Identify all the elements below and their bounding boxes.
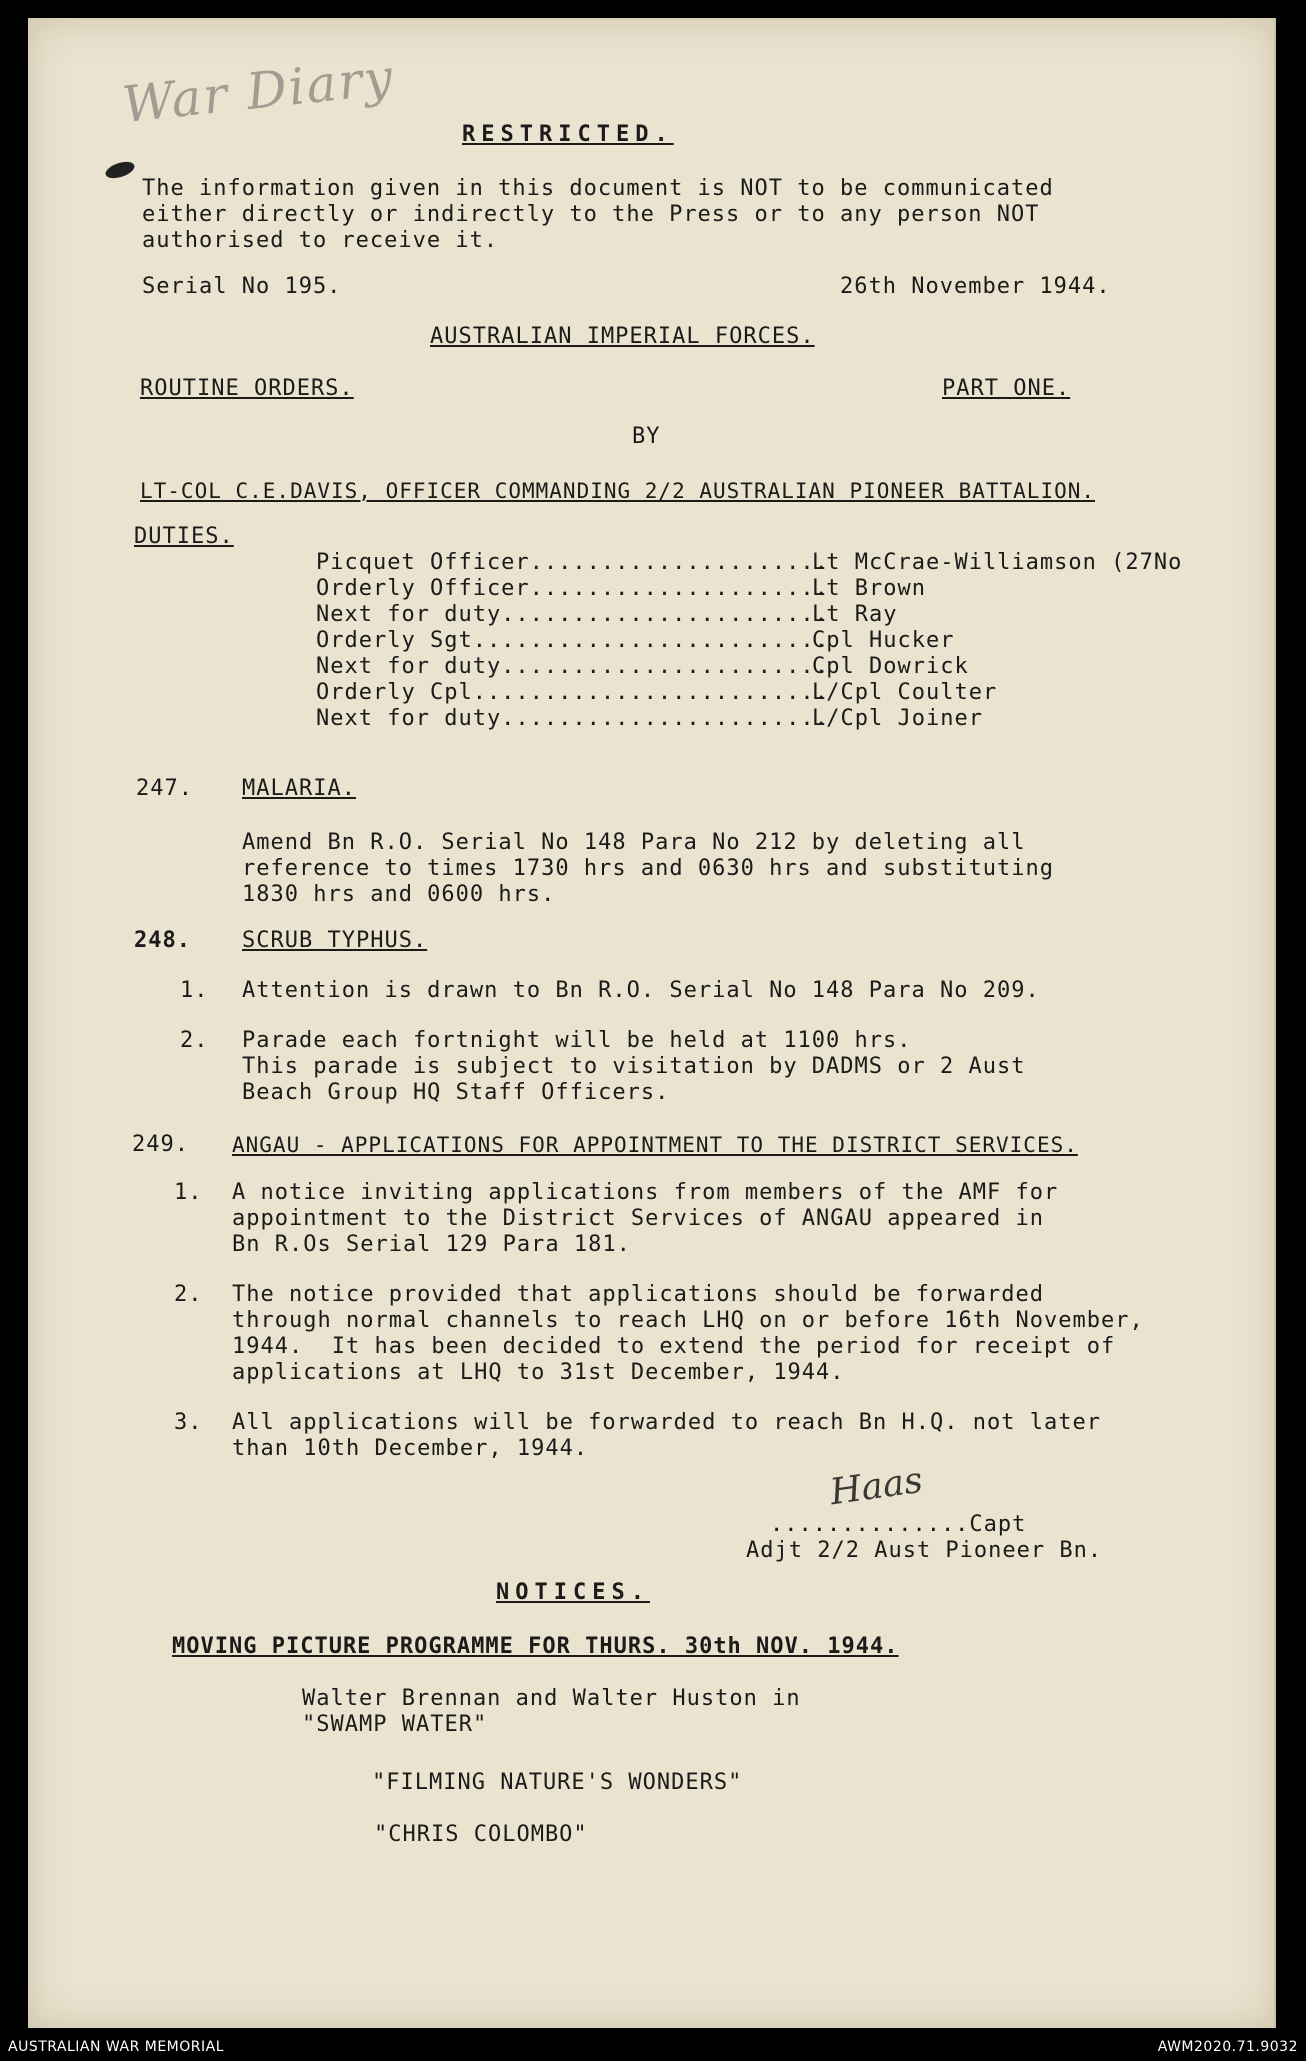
- section-248-para2: Parade each fortnight will be held at 1100 hrs. This parade is subject to visitation by DADMS or 2 Aust Beach Group HQ Staff Officers.: [242, 1028, 1026, 1105]
- section-249-number: 249.: [132, 1132, 189, 1157]
- duty-name: L/Cpl Coulter: [812, 680, 998, 705]
- section-247-heading: MALARIA.: [242, 776, 356, 801]
- section-248-para1: Attention is drawn to Bn R.O. Serial No 148 Para No 209.: [242, 978, 1040, 1003]
- section-249-heading: ANGAU - APPLICATIONS FOR APPOINTMENT TO THE DISTRICT SERVICES.: [232, 1133, 1078, 1157]
- part-heading: PART ONE.: [942, 376, 1071, 401]
- film-1: Walter Brennan and Walter Huston in "SWAMP WATER": [302, 1686, 801, 1737]
- section-247-body: Amend Bn R.O. Serial No 148 Para No 212 by deleting all reference to times 1730 hrs and 0630 hrs and substituting 1830 hrs and 0600 hrs.: [242, 830, 1054, 907]
- notices-heading: NOTICES.: [496, 1580, 650, 1605]
- duty-role: Picquet Officer.....................: [316, 550, 829, 575]
- by-label: BY: [632, 424, 661, 449]
- document-date: 26th November 1944.: [840, 274, 1111, 299]
- handwritten-signature: Haas: [827, 1459, 926, 1514]
- section-249-para3: All applications will be forwarded to reach Bn H.Q. not later than 10th December, 1944.: [232, 1410, 1101, 1461]
- duty-name: Lt Ray: [812, 602, 898, 627]
- serial-number: Serial No 195.: [142, 274, 342, 299]
- duty-name: Lt McCrae-Williamson (27No: [812, 550, 1183, 575]
- duty-role: Next for duty.......................: [316, 706, 829, 731]
- section-248-para1-number: 1.: [180, 978, 209, 1003]
- film-3: "CHRIS COLOMBO": [374, 1822, 588, 1847]
- signatory-title: Adjt 2/2 Aust Pioneer Bn.: [746, 1538, 1103, 1563]
- section-247-number: 247.: [136, 776, 193, 801]
- duty-role: Orderly Officer.....................: [316, 576, 829, 601]
- section-248-heading: SCRUB TYPHUS.: [242, 928, 428, 953]
- programme-heading: MOVING PICTURE PROGRAMME FOR THURS. 30th NOV. 1944.: [172, 1634, 899, 1659]
- film-2: "FILMING NATURE'S WONDERS": [372, 1770, 743, 1795]
- duty-name: Cpl Hucker: [812, 628, 955, 653]
- page-edge: [1274, 18, 1276, 2028]
- handwritten-title: War Diary: [119, 47, 397, 135]
- section-249-para2-number: 2.: [174, 1282, 203, 1307]
- routine-orders-heading: ROUTINE ORDERS.: [140, 376, 354, 401]
- security-warning: The information given in this document is NOT to be communicated either directly or indirectly to the Press or to any person NOT authorised to receive it.: [142, 176, 1054, 253]
- duties-heading: DUTIES.: [134, 524, 234, 549]
- section-249-para3-number: 3.: [174, 1410, 203, 1435]
- footer-institution: AUSTRALIAN WAR MEMORIAL: [8, 2039, 225, 2055]
- section-248-number: 248.: [134, 928, 191, 953]
- commander-line: LT-COL C.E.DAVIS, OFFICER COMMANDING 2/2 AUSTRALIAN PIONEER BATTALION.: [140, 479, 1096, 503]
- signature-line: ..............Capt: [770, 1512, 1027, 1537]
- footer-accession-number: AWM2020.71.9032: [1157, 2039, 1298, 2055]
- duty-role: Next for duty.......................: [316, 602, 829, 627]
- section-249-para1: A notice inviting applications from members of the AMF for appointment to the District Services of ANGAU appeared in Bn R.Os Serial 129 Para 181.: [232, 1180, 1059, 1257]
- duty-name: Cpl Dowrick: [812, 654, 969, 679]
- classification-heading: RESTRICTED.: [462, 122, 674, 147]
- section-249-para1-number: 1.: [174, 1180, 203, 1205]
- duty-role: Orderly Cpl.........................: [316, 680, 829, 705]
- section-248-para2-number: 2.: [180, 1028, 209, 1053]
- forces-heading: AUSTRALIAN IMPERIAL FORCES.: [430, 324, 815, 349]
- duty-name: L/Cpl Joiner: [812, 706, 983, 731]
- duty-role: Orderly Sgt.........................: [316, 628, 829, 653]
- section-249-para2: The notice provided that applications should be forwarded through normal channels to reach LHQ on or before 16th November, 1944. It has been decided to extend the period for receipt of applications at LHQ to 31st December, 1944.: [232, 1282, 1144, 1385]
- duty-name: Lt Brown: [812, 576, 926, 601]
- duty-role: Next for duty.......................: [316, 654, 829, 679]
